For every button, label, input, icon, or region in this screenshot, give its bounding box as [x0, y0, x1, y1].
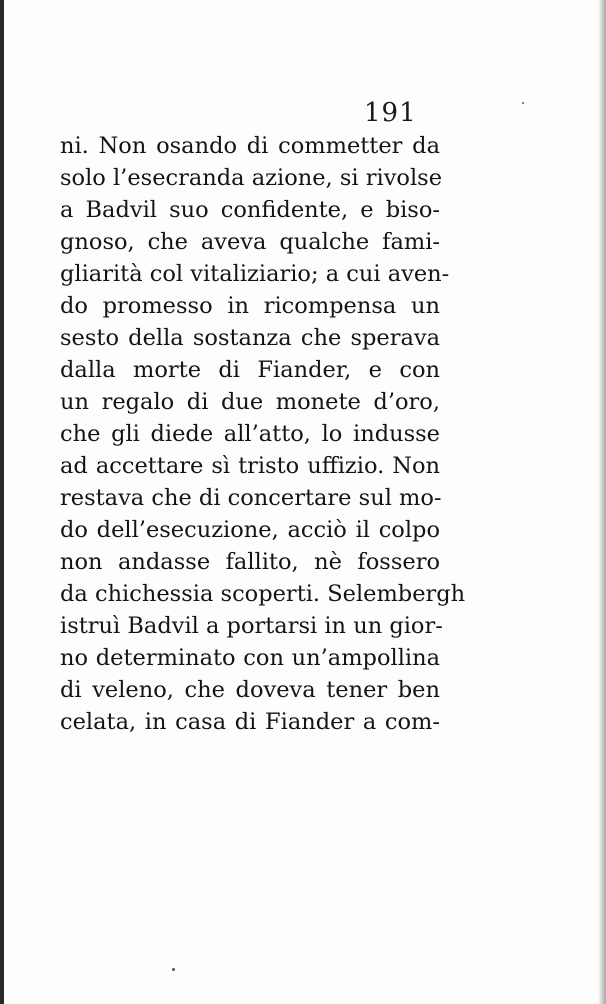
- text-line: dalla morte di Fiander, e con: [60, 357, 440, 383]
- text-line: solo l’esecranda azione, si rivolse: [60, 165, 443, 191]
- text-line: gnoso, che aveva qualche fami-: [60, 229, 440, 255]
- body-text: [60, 130, 466, 738]
- text-line: ni. Non osando di commetter da: [60, 133, 440, 159]
- text-line: a Badvil suo confidente, e biso-: [60, 197, 440, 223]
- text-line: sesto della sostanza che sperava: [60, 325, 440, 351]
- text-line: di veleno, che doveva tener ben: [60, 677, 440, 703]
- text-line: ad accettare sì tristo uffizio. Non: [60, 453, 440, 479]
- page-number: 191: [364, 98, 417, 128]
- text-line: no determinato con un’ampollina: [60, 645, 440, 671]
- paper-speck: [172, 968, 175, 971]
- text-line: non andasse fallito, nè fossero: [60, 549, 440, 575]
- text-line: da chichessia scoperti. Selembergh: [60, 581, 466, 607]
- text-line: gliarità col vitaliziario; a cui aven-: [60, 261, 450, 287]
- text-line: istruì Badvil a portarsi in un gior-: [60, 613, 443, 639]
- text-line: do dell’esecuzione, acciò il colpo: [60, 517, 440, 543]
- text-line: do promesso in ricompensa un: [60, 293, 440, 319]
- page-binding-edge: [0, 0, 4, 1004]
- page-edge-shadow: [598, 0, 606, 1004]
- text-line: che gli diede all’atto, lo indusse: [60, 421, 440, 447]
- text-line: un regalo di due monete d’oro,: [60, 389, 440, 415]
- text-line: restava che di concertare sul mo-: [60, 485, 442, 511]
- text-line: celata, in casa di Fiander a com-: [60, 709, 440, 735]
- paper-speck: [522, 102, 524, 104]
